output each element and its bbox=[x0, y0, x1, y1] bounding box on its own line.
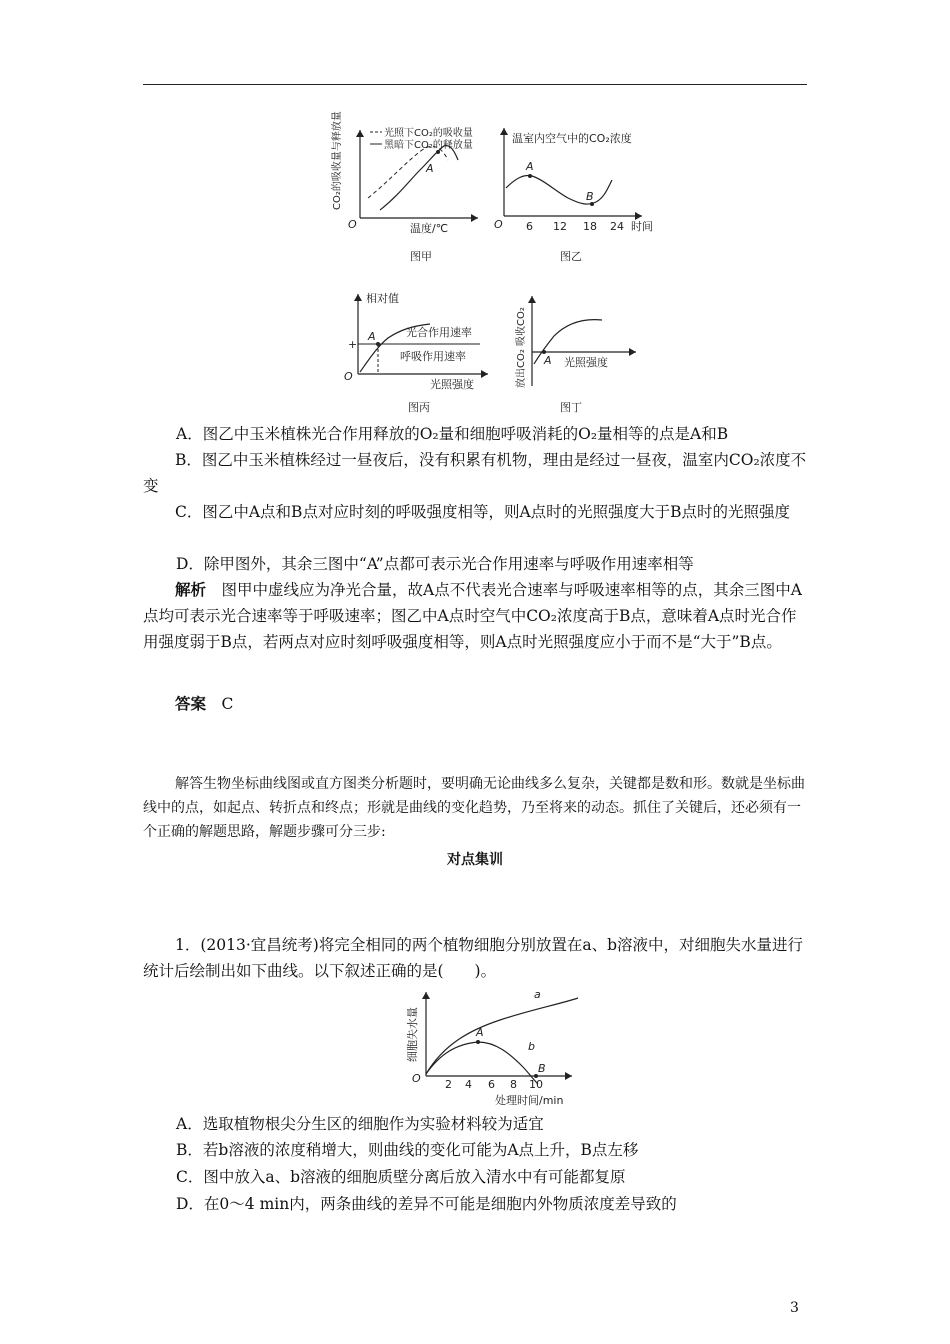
svg-text:处理时间/min: 处理时间/min bbox=[495, 1094, 564, 1107]
curve-b bbox=[426, 1042, 538, 1084]
q1-stem: 将完全相同的两个植物细胞分别放置在a、b溶液中，对细胞失水量进行统计后绘制出如下曲线。以下叙述正确的是( )。 bbox=[143, 936, 804, 980]
svg-text:6: 6 bbox=[488, 1078, 495, 1091]
svg-text:18: 18 bbox=[583, 220, 597, 233]
svg-text:A: A bbox=[368, 330, 376, 343]
analysis bbox=[143, 577, 807, 655]
legend-dashed: 光照下CO₂的吸收量 bbox=[384, 128, 473, 139]
svg-text:A: A bbox=[476, 1026, 484, 1039]
svg-text:a: a bbox=[534, 988, 541, 1001]
caption-yi: 图乙 bbox=[560, 250, 582, 263]
figure-bing bbox=[340, 290, 500, 415]
svg-text:细胞失水量: 细胞失水量 bbox=[406, 1007, 419, 1062]
section-title: 对点集训 bbox=[447, 852, 503, 868]
figure-yi bbox=[492, 122, 662, 262]
svg-text:4: 4 bbox=[465, 1078, 472, 1091]
svg-text:b: b bbox=[528, 1040, 535, 1053]
option-b: B．图乙中玉米植株经过一昼夜后，没有积累有机物，理由是经过一昼夜，温室内CO₂浓度不变 bbox=[143, 451, 807, 495]
q1-source: 1．(2013·宜昌统考) bbox=[175, 936, 319, 954]
analysis-text: 图甲中虚线应为净光合量，故A点不代表光合速率与呼吸速率相等的点，其余三图中A点均可表示光合速率等于呼吸速率；图乙中A点时空气中CO₂浓度高于B点，意味着A点时光合作用强度弱于B点，若两点对应时刻呼吸强度相等，则A点时光照强度应小于而不是“大于”B点。 bbox=[143, 581, 802, 651]
point-a-label: A bbox=[426, 162, 434, 175]
solid-curve bbox=[380, 146, 458, 210]
page-number: 3 bbox=[790, 1300, 799, 1316]
option-d: D．除甲图外，其余三图中“A”点都可表示光合作用速率与呼吸作用速率相等 bbox=[176, 555, 694, 573]
svg-text:时间: 时间 bbox=[631, 220, 653, 233]
svg-text:10: 10 bbox=[529, 1078, 543, 1091]
point-b-label: B bbox=[586, 190, 594, 203]
figure-ding bbox=[504, 290, 644, 415]
origin-label: O bbox=[348, 218, 357, 231]
svg-text:放出CO₂ 吸收CO₂: 放出CO₂ 吸收CO₂ bbox=[516, 307, 527, 388]
svg-text:2: 2 bbox=[445, 1078, 452, 1091]
svg-text:光合作用速率: 光合作用速率 bbox=[406, 326, 472, 339]
caption-ding: 图丁 bbox=[560, 401, 582, 414]
svg-text:A: A bbox=[544, 354, 552, 367]
answer-value: C bbox=[221, 695, 234, 713]
question-1 bbox=[143, 932, 807, 984]
svg-text:+: + bbox=[348, 338, 358, 351]
y-label: CO₂的吸收量与释放量 bbox=[332, 111, 343, 210]
svg-text:12: 12 bbox=[553, 220, 567, 233]
svg-text:O: O bbox=[412, 1072, 421, 1085]
co2-curve bbox=[506, 176, 612, 205]
figure-jia bbox=[318, 111, 498, 263]
svg-text:O: O bbox=[494, 218, 503, 231]
header-rule bbox=[143, 84, 807, 85]
analysis-label: 解析 bbox=[175, 580, 207, 599]
option-c: C．图乙中A点和B点对应时刻的呼吸强度相等，则A点时的光照强度大于B点时的光照强度 bbox=[175, 503, 791, 521]
figure-q1 bbox=[400, 988, 590, 1106]
q1-option-c: C．图中放入a、b溶液的细胞质壁分离后放入清水中有可能都复原 bbox=[176, 1168, 626, 1186]
option-a: A．图乙中玉米植株光合作用释放的O₂量和细胞呼吸消耗的O₂量相等的点是A和B bbox=[176, 425, 729, 443]
x-label: 温度/℃ bbox=[410, 222, 449, 235]
answer-label: 答案 bbox=[175, 694, 207, 713]
svg-text:24: 24 bbox=[610, 220, 624, 233]
svg-text:O: O bbox=[344, 370, 353, 383]
svg-text:8: 8 bbox=[510, 1078, 517, 1091]
svg-text:光照强度: 光照强度 bbox=[564, 356, 608, 369]
answer bbox=[143, 691, 807, 717]
dashed-curve bbox=[368, 146, 448, 198]
q1-option-d: D．在0～4 min内，两条曲线的差异不可能是细胞内外物质浓度差导致的 bbox=[176, 1195, 677, 1213]
q1-option-b: B．若b溶液的浓度稍增大，则曲线的变化可能为A点上升，B点左移 bbox=[176, 1141, 639, 1159]
point-a-label: A bbox=[526, 160, 534, 173]
q1-option-a: A．选取植物根尖分生区的细胞作为实验材料较为适宜 bbox=[176, 1115, 544, 1133]
svg-text:呼吸作用速率: 呼吸作用速率 bbox=[400, 350, 466, 363]
legend-solid: 黑暗下CO₂的释放量 bbox=[384, 140, 473, 151]
caption-bing: 图丙 bbox=[408, 401, 430, 414]
curve-a bbox=[426, 998, 578, 1074]
svg-text:B: B bbox=[538, 1062, 546, 1075]
svg-text:光照强度: 光照强度 bbox=[430, 378, 474, 391]
caption-jia: 图甲 bbox=[410, 250, 432, 263]
svg-text:相对值: 相对值 bbox=[366, 292, 399, 305]
svg-text:6: 6 bbox=[526, 220, 533, 233]
method-paragraph: 解答生物坐标曲线图或直方图类分析题时，要明确无论曲线多么复杂，关键都是数和形。数就是坐标曲线中的点，如起点、转折点和终点；形就是曲线的变化趋势，乃至将来的动态。抓住了关键后，还必须有一个正确的解题思路，解题步骤可分三步: bbox=[143, 776, 805, 840]
title-yi: 温室内空气中的CO₂浓度 bbox=[512, 132, 632, 145]
